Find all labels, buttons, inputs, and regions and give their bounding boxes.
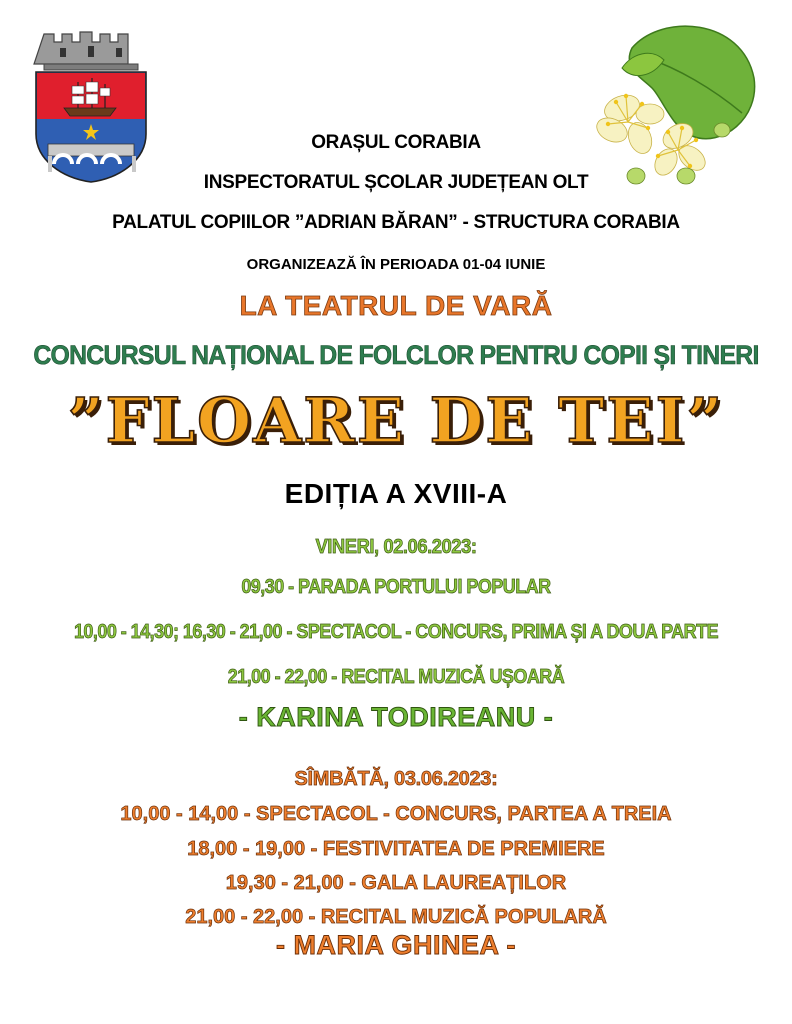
day2-item: 19,30 - 21,00 - GALA LAUREAȚILOR xyxy=(225,872,567,894)
festival-name: ”FLOARE DE TEI” xyxy=(67,384,725,457)
edition-label: EDIȚIA A XVIII-A xyxy=(284,478,508,509)
day2-item: 10,00 - 14,00 - SPECTACOL - CONCURS, PARTEA A TREIA xyxy=(120,803,672,825)
day1-artist: - KARINA TODIREANU - xyxy=(238,702,554,732)
header-palace: PALATUL COPIILOR ”ADRIAN BĂRAN” - STRUCTURA CORABIA xyxy=(112,212,680,233)
day1-item: 10,00 - 14,30; 16,30 - 21,00 - SPECTACOL - CONCURS, PRIMA ȘI A DOUA PARTE xyxy=(73,621,719,643)
header-period: ORGANIZEAZĂ ÎN PERIOADA 01-04 IUNIE xyxy=(246,256,546,273)
day1-date: VINERI, 02.06.2023: xyxy=(315,536,477,558)
coat-of-arms-icon xyxy=(30,24,152,184)
contest-title: CONCURSUL NAȚIONAL DE FOLCLOR PENTRU COPII ȘI TINERI xyxy=(33,340,759,370)
header-inspectorate: INSPECTORATUL ȘCOLAR JUDEȚEAN OLT xyxy=(203,172,589,193)
day1-item: 21,00 - 22,00 - RECITAL MUZICĂ UȘOARĂ xyxy=(227,666,565,688)
day2-artist: - MARIA GHINEA - xyxy=(276,930,516,960)
day2-item: 21,00 - 22,00 - RECITAL MUZICĂ POPULARĂ xyxy=(185,906,607,928)
linden-flower-icon xyxy=(592,18,760,188)
day2-item: 18,00 - 19,00 - FESTIVITATEA DE PREMIERE xyxy=(187,838,605,860)
day1-item: 09,30 - PARADA PORTULUI POPULAR xyxy=(241,576,551,598)
header-city: ORAȘUL CORABIA xyxy=(311,132,481,153)
venue-title: LA TEATRUL DE VARĂ xyxy=(239,290,553,321)
day2-date: SÎMBĂTĂ, 03.06.2023: xyxy=(294,768,498,790)
